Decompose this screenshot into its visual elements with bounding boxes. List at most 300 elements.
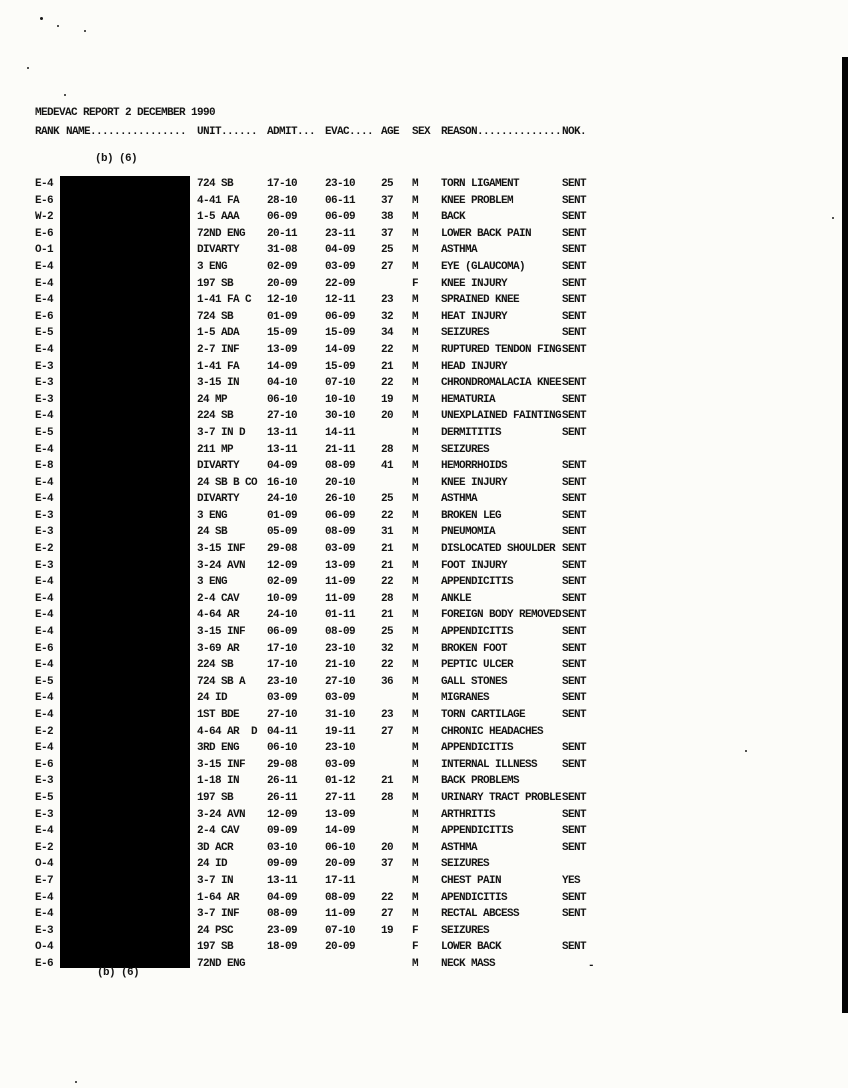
cell-reason: RUPTURED TENDON FING <box>441 343 562 356</box>
cell-nok: SENT <box>562 178 587 190</box>
cell-evac: 04-09 <box>325 244 356 257</box>
cell-admit: 01-09 <box>267 509 298 522</box>
cell-evac: 11-09 <box>325 576 356 589</box>
cell-sex: F <box>412 277 419 290</box>
cell-unit: 3-69 AR <box>197 642 240 655</box>
cell-sex: F <box>412 941 419 954</box>
cell-sex: M <box>412 410 419 423</box>
cell-reason: BROKEN FOOT <box>441 642 508 655</box>
cell-sex: M <box>412 476 419 489</box>
cell-sex: M <box>412 609 419 622</box>
cell-evac: 14-11 <box>325 426 356 439</box>
cell-age: 41 <box>381 460 394 473</box>
cell-rank: E-3 <box>35 526 54 539</box>
cell-unit: 4-41 FA <box>197 194 240 207</box>
redaction-exemption-label-bottom: (b) (6) <box>97 967 140 979</box>
cell-rank: W-2 <box>35 211 54 224</box>
cell-reason: HEAD INJURY <box>441 360 508 373</box>
cell-evac: 07-10 <box>325 377 356 390</box>
cell-rank: E-2 <box>35 841 54 854</box>
cell-evac: 13-09 <box>325 808 356 821</box>
cell-rank: O-1 <box>35 244 54 257</box>
cell-unit: 24 SB <box>197 526 228 539</box>
cell-reason: DERMITITIS <box>441 426 502 439</box>
cell-reason: BACK PROBLEMS <box>441 775 520 788</box>
cell-nok: SENT <box>562 211 587 224</box>
cell-age: 22 <box>381 509 394 522</box>
cell-admit: 02-09 <box>267 576 298 589</box>
cell-unit: 197 SB <box>197 277 234 290</box>
cell-evac: 23-10 <box>325 642 356 655</box>
cell-admit: 12-10 <box>267 294 298 307</box>
cell-admit: 04-09 <box>267 460 298 473</box>
column-header-evac: EVAC.... <box>325 126 374 138</box>
cell-rank: E-6 <box>35 758 54 771</box>
cell-sex: M <box>412 642 419 655</box>
cell-nok: SENT <box>562 493 587 506</box>
cell-evac: 01-11 <box>325 609 356 622</box>
cell-evac: 03-09 <box>325 543 356 556</box>
cell-rank: E-4 <box>35 709 54 721</box>
column-header-name: NAME................ <box>66 126 187 138</box>
cell-sex: M <box>412 194 419 207</box>
cell-evac <box>325 956 381 973</box>
cell-rank: E-4 <box>35 609 54 622</box>
cell-rank: E-5 <box>35 791 54 804</box>
column-header-age: AGE <box>381 126 400 138</box>
cell-nok: SENT <box>562 260 587 273</box>
cell-reason: LOWER BACK PAIN <box>441 227 532 240</box>
cell-nok <box>562 773 607 790</box>
cell-unit: 3-15 INF <box>197 626 246 639</box>
cell-nok: SENT <box>562 343 587 356</box>
cell-admit: 05-09 <box>267 526 298 539</box>
cell-reason: KNEE INJURY <box>441 476 508 489</box>
cell-age: 25 <box>381 493 394 506</box>
scan-speckle <box>27 67 29 69</box>
cell-evac: 01-12 <box>325 775 356 788</box>
cell-unit: 1ST BDE <box>197 709 240 721</box>
cell-nok: SENT <box>562 543 587 556</box>
scan-speckle <box>84 30 86 32</box>
cell-age <box>381 690 412 707</box>
cell-age: 28 <box>381 592 394 605</box>
cell-reason: SEIZURES <box>441 924 490 937</box>
cell-nok: SENT <box>562 526 587 539</box>
cell-unit: 197 SB <box>197 941 234 954</box>
cell-sex: M <box>412 758 419 771</box>
cell-rank: E-4 <box>35 626 54 639</box>
cell-rank: E-3 <box>35 775 54 788</box>
cell-unit: 211 MP <box>197 443 234 456</box>
cell-sex: M <box>412 343 419 356</box>
cell-age: 22 <box>381 377 394 390</box>
cell-admit: 23-09 <box>267 924 298 937</box>
cell-sex: M <box>412 709 419 721</box>
cell-rank: E-4 <box>35 476 54 489</box>
cell-rank: O-4 <box>35 941 54 954</box>
cell-evac: 14-09 <box>325 825 356 838</box>
cell-reason: HEMORRHOIDS <box>441 460 508 473</box>
cell-evac: 31-10 <box>325 709 356 721</box>
cell-evac: 14-09 <box>325 343 356 356</box>
cell-age <box>381 939 412 956</box>
cell-age <box>381 276 412 293</box>
cell-unit: 197 SB <box>197 791 234 804</box>
cell-age: 22 <box>381 343 394 356</box>
cell-admit: 13-09 <box>267 343 298 356</box>
report-title: MEDEVAC REPORT 2 DECEMBER 1990 <box>35 107 216 119</box>
cell-reason: APPENDICITIS <box>441 825 514 838</box>
cell-unit: 24 ID <box>197 692 228 705</box>
cell-rank: E-5 <box>35 327 54 340</box>
cell-age: 23 <box>381 709 394 721</box>
cell-age: 32 <box>381 642 394 655</box>
cell-unit: 3 ENG <box>197 509 228 522</box>
cell-admit: 16-10 <box>267 476 298 489</box>
cell-reason: GALL STONES <box>441 675 508 688</box>
cell-admit: 17-10 <box>267 642 298 655</box>
cell-reason: CHRONIC HEADACHES <box>441 725 544 738</box>
cell-sex: M <box>412 559 419 572</box>
cell-unit: 3 ENG <box>197 576 228 589</box>
cell-admit: 24-10 <box>267 493 298 506</box>
cell-evac: 06-09 <box>325 310 356 323</box>
cell-sex: M <box>412 874 419 887</box>
cell-rank: E-4 <box>35 343 54 356</box>
table-header-row <box>35 124 607 141</box>
cell-rank: O-4 <box>35 858 54 871</box>
cell-rank: E-2 <box>35 543 54 556</box>
cell-age <box>381 956 412 973</box>
cell-nok: SENT <box>562 310 587 323</box>
cell-age <box>381 475 412 492</box>
cell-evac: 06-09 <box>325 509 356 522</box>
cell-sex: M <box>412 908 419 921</box>
cell-evac: 03-09 <box>325 692 356 705</box>
cell-age: 22 <box>381 576 394 589</box>
cell-sex: M <box>412 310 419 323</box>
cell-sex: M <box>412 377 419 390</box>
cell-rank: E-4 <box>35 260 54 273</box>
cell-nok: SENT <box>562 941 587 954</box>
cell-evac: 20-09 <box>325 941 356 954</box>
cell-age: 32 <box>381 310 394 323</box>
cell-reason: PNEUMOMIA <box>441 526 496 539</box>
cell-age: 27 <box>381 908 394 921</box>
cell-unit: 3-7 INF <box>197 908 240 921</box>
cell-sex: M <box>412 426 419 439</box>
cell-admit: 14-09 <box>267 360 298 373</box>
cell-unit: 224 SB <box>197 410 234 423</box>
cell-nok: SENT <box>562 609 587 622</box>
cell-reason: CHRONDROMALACIA KNEE <box>441 377 562 390</box>
cell-reason: APPENDICITIS <box>441 626 514 639</box>
cell-nok: SENT <box>562 675 587 688</box>
cell-nok: SENT <box>562 509 587 522</box>
cell-admit: 04-11 <box>267 725 298 738</box>
cell-reason: KNEE INJURY <box>441 277 508 290</box>
cell-admit: 31-08 <box>267 244 298 257</box>
scan-edge-bar <box>842 57 848 1013</box>
cell-admit: 09-09 <box>267 858 298 871</box>
cell-unit: 72ND ENG <box>197 227 246 240</box>
cell-reason: ASTHMA <box>441 244 478 257</box>
cell-reason: LOWER BACK <box>441 941 502 954</box>
cell-rank: E-4 <box>35 277 54 290</box>
cell-reason: BROKEN LEG <box>441 509 502 522</box>
cell-unit: 3-15 INF <box>197 758 246 771</box>
cell-reason: ANKLE <box>441 592 472 605</box>
cell-reason: TORN LIGAMENT <box>441 178 520 190</box>
cell-nok: SENT <box>562 709 587 721</box>
cell-rank: E-3 <box>35 377 54 390</box>
cell-evac: 12-11 <box>325 294 356 307</box>
cell-sex: M <box>412 891 419 904</box>
cell-evac: 21-10 <box>325 659 356 672</box>
cell-sex: M <box>412 227 419 240</box>
cell-admit: 28-10 <box>267 194 298 207</box>
cell-nok: SENT <box>562 227 587 240</box>
cell-nok: SENT <box>562 891 587 904</box>
cell-nok: SENT <box>562 908 587 921</box>
cell-admit: 01-09 <box>267 310 298 323</box>
cell-rank: E-4 <box>35 659 54 672</box>
cell-nok <box>562 956 607 973</box>
cell-nok: SENT <box>562 808 587 821</box>
cell-admit: 15-09 <box>267 327 298 340</box>
cell-admit: 26-11 <box>267 775 298 788</box>
cell-unit: 3-24 AVN <box>197 559 246 572</box>
cell-sex: M <box>412 841 419 854</box>
cell-unit: 24 PSC <box>197 924 234 937</box>
cell-reason: TORN CARTILAGE <box>441 709 526 721</box>
cell-rank: E-4 <box>35 825 54 838</box>
cell-unit: 3-24 AVN <box>197 808 246 821</box>
cell-sex: M <box>412 659 419 672</box>
cell-unit: 1-5 ADA <box>197 327 240 340</box>
cell-age: 37 <box>381 227 394 240</box>
cell-rank: E-3 <box>35 360 54 373</box>
cell-nok <box>562 724 607 741</box>
cell-reason: DISLOCATED SHOULDER <box>441 543 556 556</box>
cell-nok: SENT <box>562 393 587 406</box>
cell-age: 22 <box>381 891 394 904</box>
cell-unit: 4-64 AR <box>197 609 240 622</box>
cell-evac: 20-10 <box>325 476 356 489</box>
redaction-exemption-label-top: (b) (6) <box>95 153 138 165</box>
cell-sex: M <box>412 294 419 307</box>
cell-nok: SENT <box>562 758 587 771</box>
cell-evac: 23-11 <box>325 227 356 240</box>
cell-rank: E-4 <box>35 576 54 589</box>
cell-admit: 20-11 <box>267 227 298 240</box>
cell-reason: KNEE PROBLEM <box>441 194 514 207</box>
cell-reason: FOOT INJURY <box>441 559 508 572</box>
cell-age: 21 <box>381 559 394 572</box>
cell-reason: PEPTIC ULCER <box>441 659 514 672</box>
cell-age: 19 <box>381 393 394 406</box>
cell-unit: 3RD ENG <box>197 742 240 755</box>
cell-rank: E-4 <box>35 908 54 921</box>
cell-age: 19 <box>381 924 394 937</box>
cell-rank: E-6 <box>35 642 54 655</box>
cell-rank: E-3 <box>35 509 54 522</box>
cell-evac: 08-09 <box>325 891 356 904</box>
cell-age: 28 <box>381 791 394 804</box>
cell-admit: 29-08 <box>267 758 298 771</box>
cell-rank: E-2 <box>35 725 54 738</box>
cell-nok: SENT <box>562 692 587 705</box>
cell-evac: 06-10 <box>325 841 356 854</box>
cell-unit: DIVARTY <box>197 244 240 257</box>
cell-evac: 23-10 <box>325 178 356 190</box>
scan-speckle <box>57 25 59 27</box>
cell-age: 38 <box>381 211 394 224</box>
cell-nok <box>562 442 607 459</box>
cell-evac: 21-11 <box>325 443 356 456</box>
cell-unit: 3 ENG <box>197 260 228 273</box>
cell-evac: 23-10 <box>325 742 356 755</box>
cell-reason: SEIZURES <box>441 443 490 456</box>
cell-age: 25 <box>381 244 394 257</box>
cell-evac: 20-09 <box>325 858 356 871</box>
cell-sex: M <box>412 543 419 556</box>
cell-nok: SENT <box>562 592 587 605</box>
cell-nok: YES <box>562 874 581 887</box>
cell-unit: 1-5 AAA <box>197 211 240 224</box>
cell-nok: SENT <box>562 659 587 672</box>
cell-sex: M <box>412 443 419 456</box>
cell-age: 21 <box>381 360 394 373</box>
cell-admit: 06-10 <box>267 393 298 406</box>
cell-sex: M <box>412 626 419 639</box>
cell-sex: M <box>412 211 419 224</box>
cell-reason: INTERNAL ILLNESS <box>441 758 538 771</box>
cell-sex: M <box>412 957 419 970</box>
cell-unit: 24 SB B CO <box>197 476 258 489</box>
cell-reason: NECK MASS <box>441 957 496 970</box>
cell-age: 22 <box>381 659 394 672</box>
cell-age: 20 <box>381 841 394 854</box>
cell-rank: E-7 <box>35 874 54 887</box>
cell-unit: 4-64 AR D <box>197 725 258 738</box>
cell-admit: 26-11 <box>267 791 298 804</box>
cell-rank: E-8 <box>35 460 54 473</box>
cell-evac: 17-11 <box>325 874 356 887</box>
cell-admit: 29-08 <box>267 543 298 556</box>
cell-evac: 08-09 <box>325 526 356 539</box>
cell-evac: 11-09 <box>325 908 356 921</box>
cell-nok: SENT <box>562 742 587 755</box>
cell-rank: E-4 <box>35 410 54 423</box>
cell-age: 37 <box>381 194 394 207</box>
cell-nok: SENT <box>562 426 587 439</box>
cell-unit: 3D ACR <box>197 841 234 854</box>
cell-reason: ASTHMA <box>441 841 478 854</box>
cell-evac: 08-09 <box>325 626 356 639</box>
cell-rank: E-6 <box>35 227 54 240</box>
cell-age: 20 <box>381 410 394 423</box>
cell-nok: SENT <box>562 294 587 307</box>
cell-nok: SENT <box>562 377 587 390</box>
cell-admit: 03-10 <box>267 841 298 854</box>
cell-age: 31 <box>381 526 394 539</box>
cell-unit: 224 SB <box>197 659 234 672</box>
cell-admit: 08-09 <box>267 908 298 921</box>
cell-nok: SENT <box>562 327 587 340</box>
column-header-rank: RANK <box>35 126 60 138</box>
cell-admit <box>267 956 325 973</box>
cell-rank: E-3 <box>35 924 54 937</box>
cell-age: 34 <box>381 327 394 340</box>
cell-nok: SENT <box>562 476 587 489</box>
cell-rank: E-3 <box>35 393 54 406</box>
cell-unit: 3-7 IN <box>197 874 234 887</box>
cell-nok <box>562 856 607 873</box>
cell-sex: M <box>412 509 419 522</box>
cell-rank: E-6 <box>35 310 54 323</box>
cell-sex: M <box>412 360 419 373</box>
cell-sex: M <box>412 791 419 804</box>
cell-unit: 2-7 INF <box>197 343 240 356</box>
cell-sex: M <box>412 493 419 506</box>
cell-admit: 13-11 <box>267 874 298 887</box>
cell-nok: SENT <box>562 244 587 257</box>
cell-nok: SENT <box>562 626 587 639</box>
cell-rank: E-6 <box>35 194 54 207</box>
cell-sex: F <box>412 924 419 937</box>
cell-sex: M <box>412 725 419 738</box>
cell-reason: ASTHMA <box>441 493 478 506</box>
cell-evac: 03-09 <box>325 758 356 771</box>
cell-sex: M <box>412 178 419 190</box>
cell-rank: E-4 <box>35 493 54 506</box>
cell-unit: 72ND ENG <box>197 957 246 970</box>
cell-nok: SENT <box>562 277 587 290</box>
cell-reason: APENDICITIS <box>441 891 508 904</box>
cell-evac: 13-09 <box>325 559 356 572</box>
cell-admit: 23-10 <box>267 675 298 688</box>
cell-age: 36 <box>381 675 394 688</box>
cell-sex: M <box>412 244 419 257</box>
cell-unit: 724 SB <box>197 310 234 323</box>
cell-rank: E-3 <box>35 808 54 821</box>
cell-rank: E-3 <box>35 559 54 572</box>
scan-speckle <box>745 750 747 752</box>
cell-sex: M <box>412 327 419 340</box>
column-header-unit: UNIT...... <box>197 126 258 138</box>
cell-age: 25 <box>381 178 394 190</box>
cell-admit: 06-09 <box>267 626 298 639</box>
cell-unit: 1-64 AR <box>197 891 240 904</box>
cell-admit: 06-09 <box>267 211 298 224</box>
scan-speckle <box>832 217 834 219</box>
cell-rank: E-5 <box>35 675 54 688</box>
cell-unit: 3-7 IN D <box>197 426 246 439</box>
cell-evac: 06-11 <box>325 194 356 207</box>
cell-age: 28 <box>381 443 394 456</box>
cell-age: 21 <box>381 609 394 622</box>
cell-sex: M <box>412 260 419 273</box>
cell-evac: 06-09 <box>325 211 356 224</box>
cell-reason: RECTAL ABCESS <box>441 908 520 921</box>
cell-age <box>381 740 412 757</box>
cell-nok: SENT <box>562 841 587 854</box>
cell-age: 21 <box>381 775 394 788</box>
cell-admit: 06-10 <box>267 742 298 755</box>
cell-reason: UNEXPLAINED FAINTING <box>441 410 562 423</box>
